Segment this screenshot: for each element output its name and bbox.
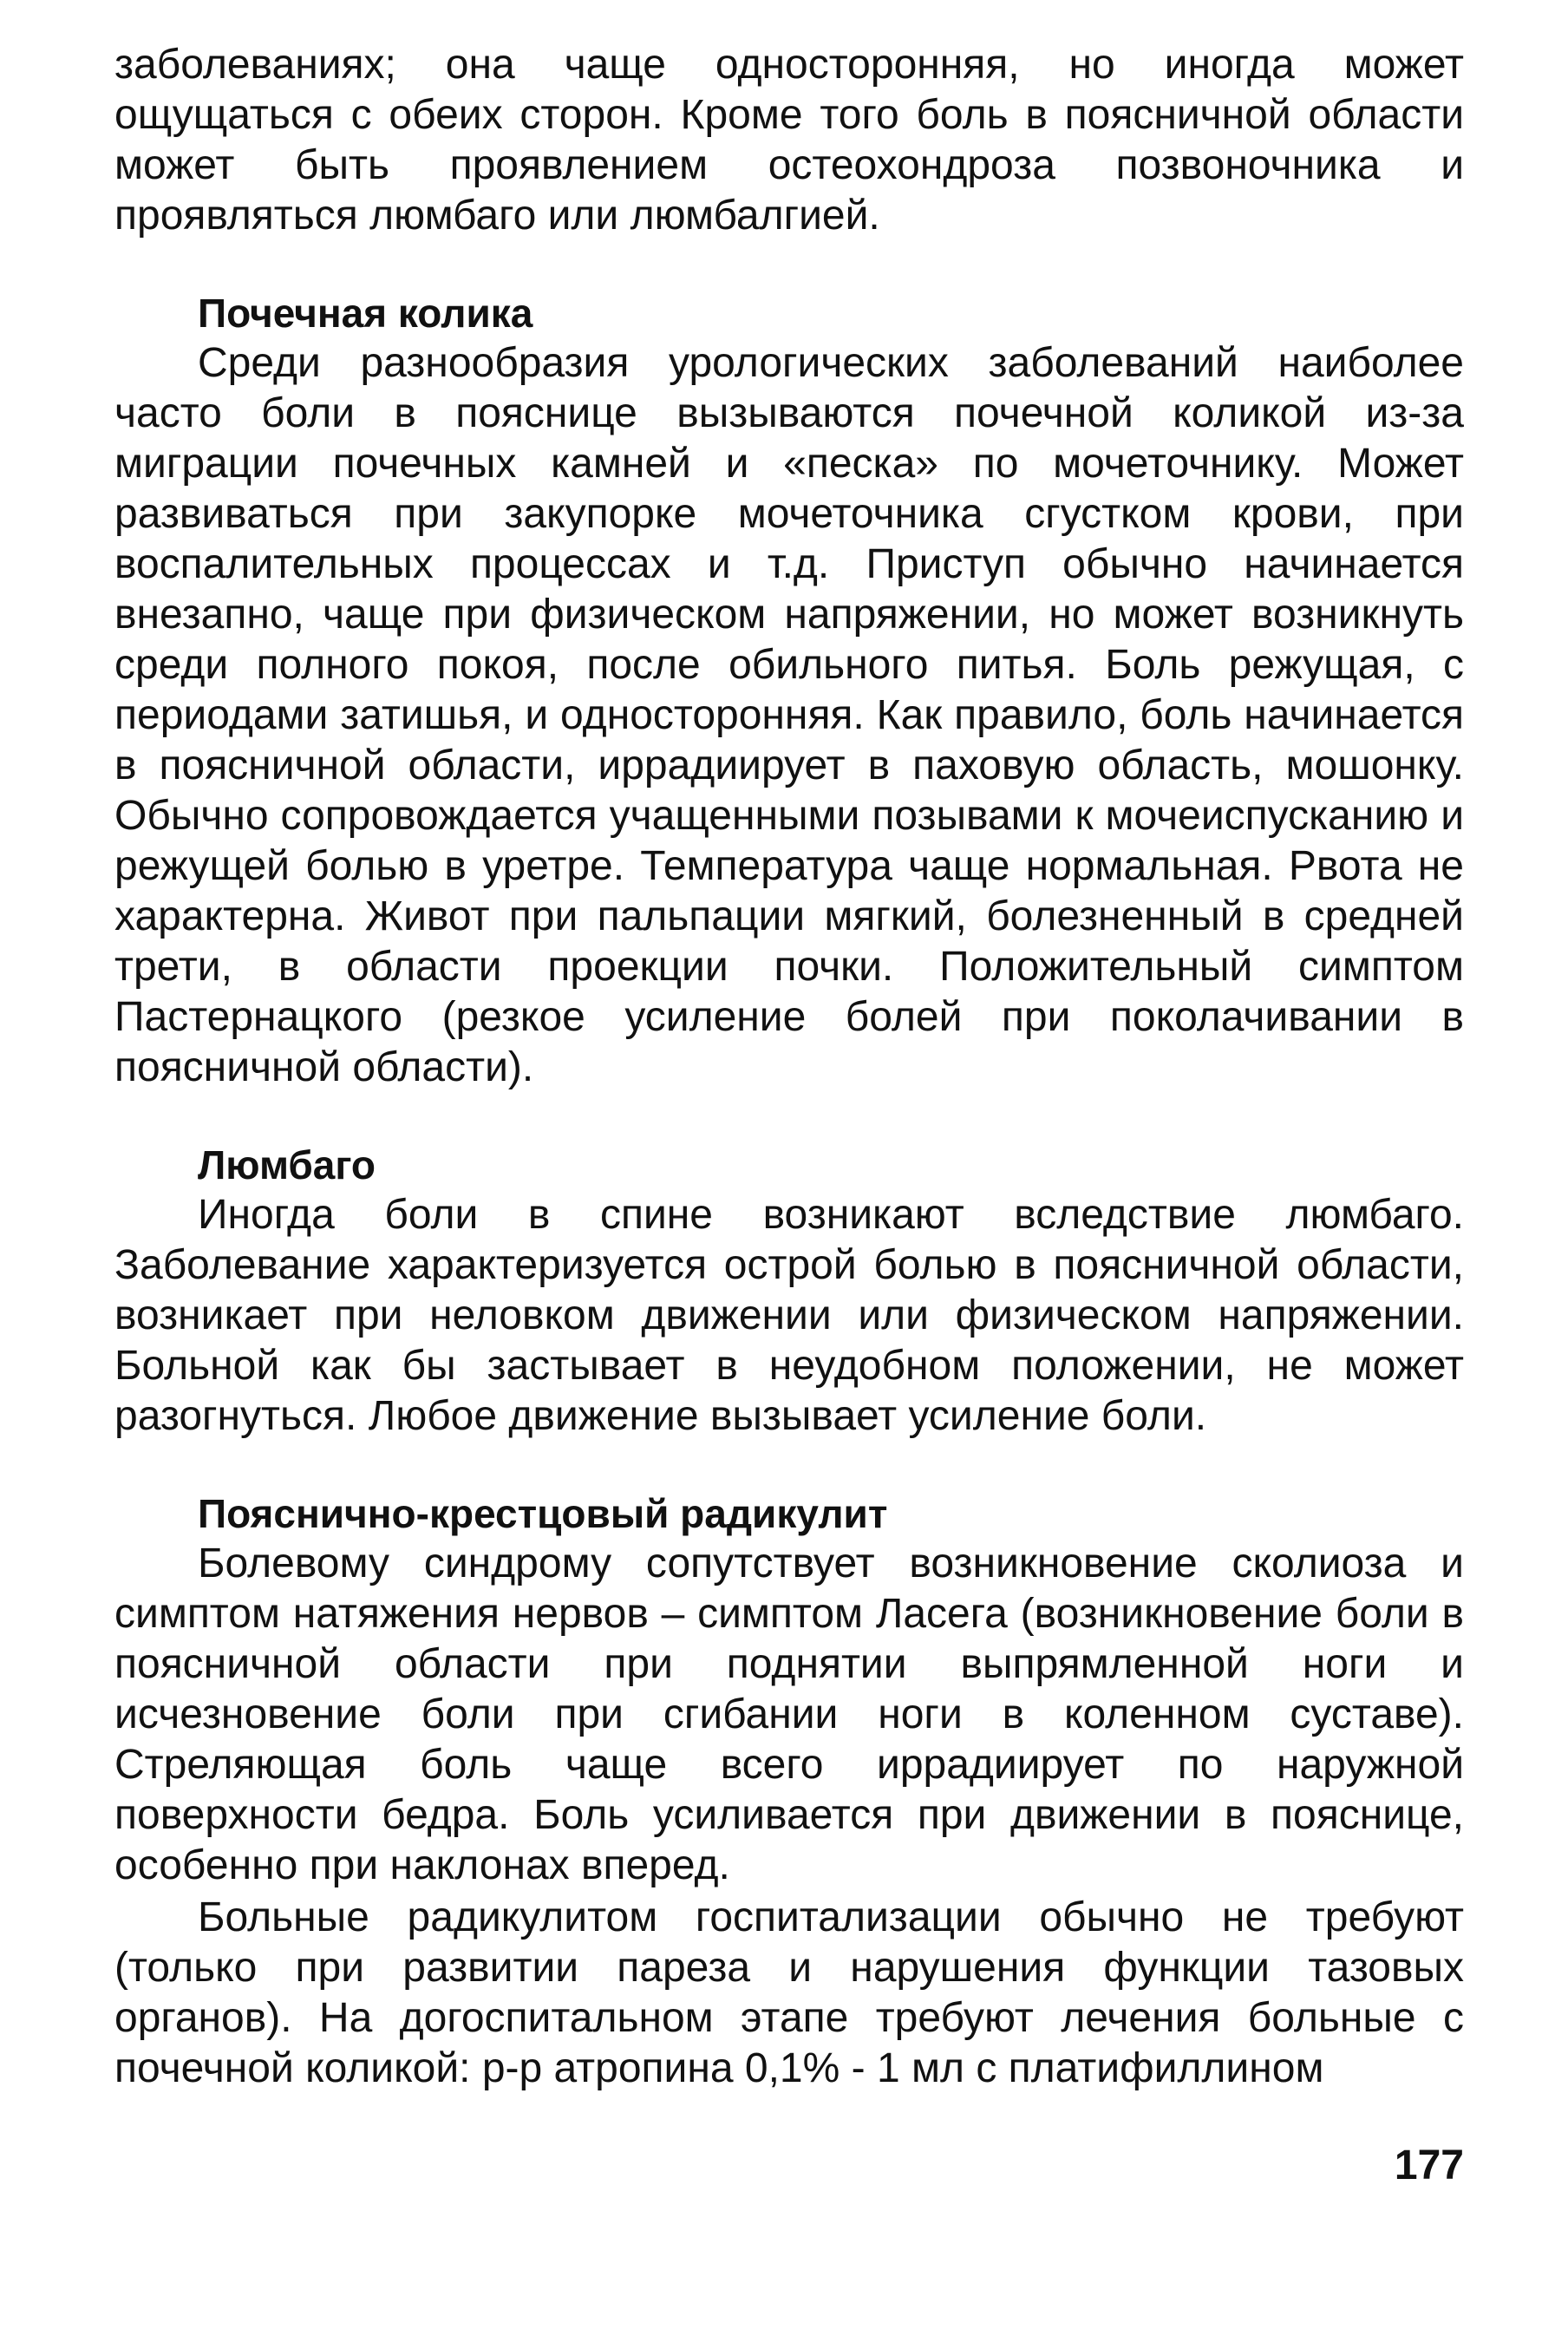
section-paragraph: Иногда боли в спине возникают вследствие люмбаго. Заболевание характеризуется острой болью в поясничной области, возникает при неловком движении или физическом напряжении. Больной как бы застывает в неудобном положении, не может разогнуться. Любое движение вызывает усиление боли. [114, 1192, 1464, 1439]
section-paragraph: Болевому синдрому сопутствует возникновение сколиоза и симптом натяжения нервов – симптом Ласега (возникновение боли в поясничной области при поднятии выпрямленной ноги и исчезновение боли при сгибании ноги в коленном суставе). Стреляющая боль чаще всего иррадиирует по наружной поверхности бедра. Боль усиливается при движении в пояснице, особенно при наклонах вперед. [114, 1541, 1464, 1888]
section-heading: Люмбаго [198, 1142, 376, 1187]
section-heading: Пояснично-крестцовый радикулит [198, 1491, 888, 1536]
intro-paragraph: заболеваниях; она чаще односторонняя, но иногда может ощущаться с обеих сторон. Кроме того боль в поясничной области может быть проявлением остеохондроза позвоночника и проявляться люмбаго или люмбалгией. [114, 42, 1464, 239]
section-paragraph: Больные радикулитом госпитализации обычно не требуют (только при развитии пареза и нарушения функции тазовых органов). На догоспитальном этапе требуют лечения больные с почечной коликой: р-р атропина 0,1% - 1 мл с платифиллином [114, 1894, 1464, 2091]
section-lumbago [114, 1140, 1464, 1442]
section-heading: Почечная колика [198, 291, 533, 336]
section-paragraph: Среди разнообразия урологических заболеваний наиболее часто боли в пояснице вызываются почечной коликой из-за миграции почечных камней и «песка» по мочеточнику. Может развиваться при закупорке мочеточника сгустком крови, при воспалительных процессах и т.д. Приступ обычно начинается внезапно, чаще при физическом напряжении, но может возникнуть среди полного покоя, после обильного питья. Боль режущая, с периодами затишья, и односторонняя. Как правило, боль начинается в поясничной области, иррадиирует в паховую область, мошонку. Обычно сопровождается учащенными позывами к мочеиспусканию и режущей болью в уретре. Температура чаще нормальная. Рвота не характерна. Живот при пальпации мягкий, болезненный в средней трети, в области проекции почки. Положительный симптом Пастернацкого (резкое усиление болей при поколачивании в поясничной области). [114, 340, 1464, 1090]
section-renal-colic [114, 288, 1464, 1093]
page-body [114, 40, 1464, 2094]
section-radiculitis [114, 1488, 1464, 2094]
page-number: 177 [1394, 2142, 1464, 2188]
